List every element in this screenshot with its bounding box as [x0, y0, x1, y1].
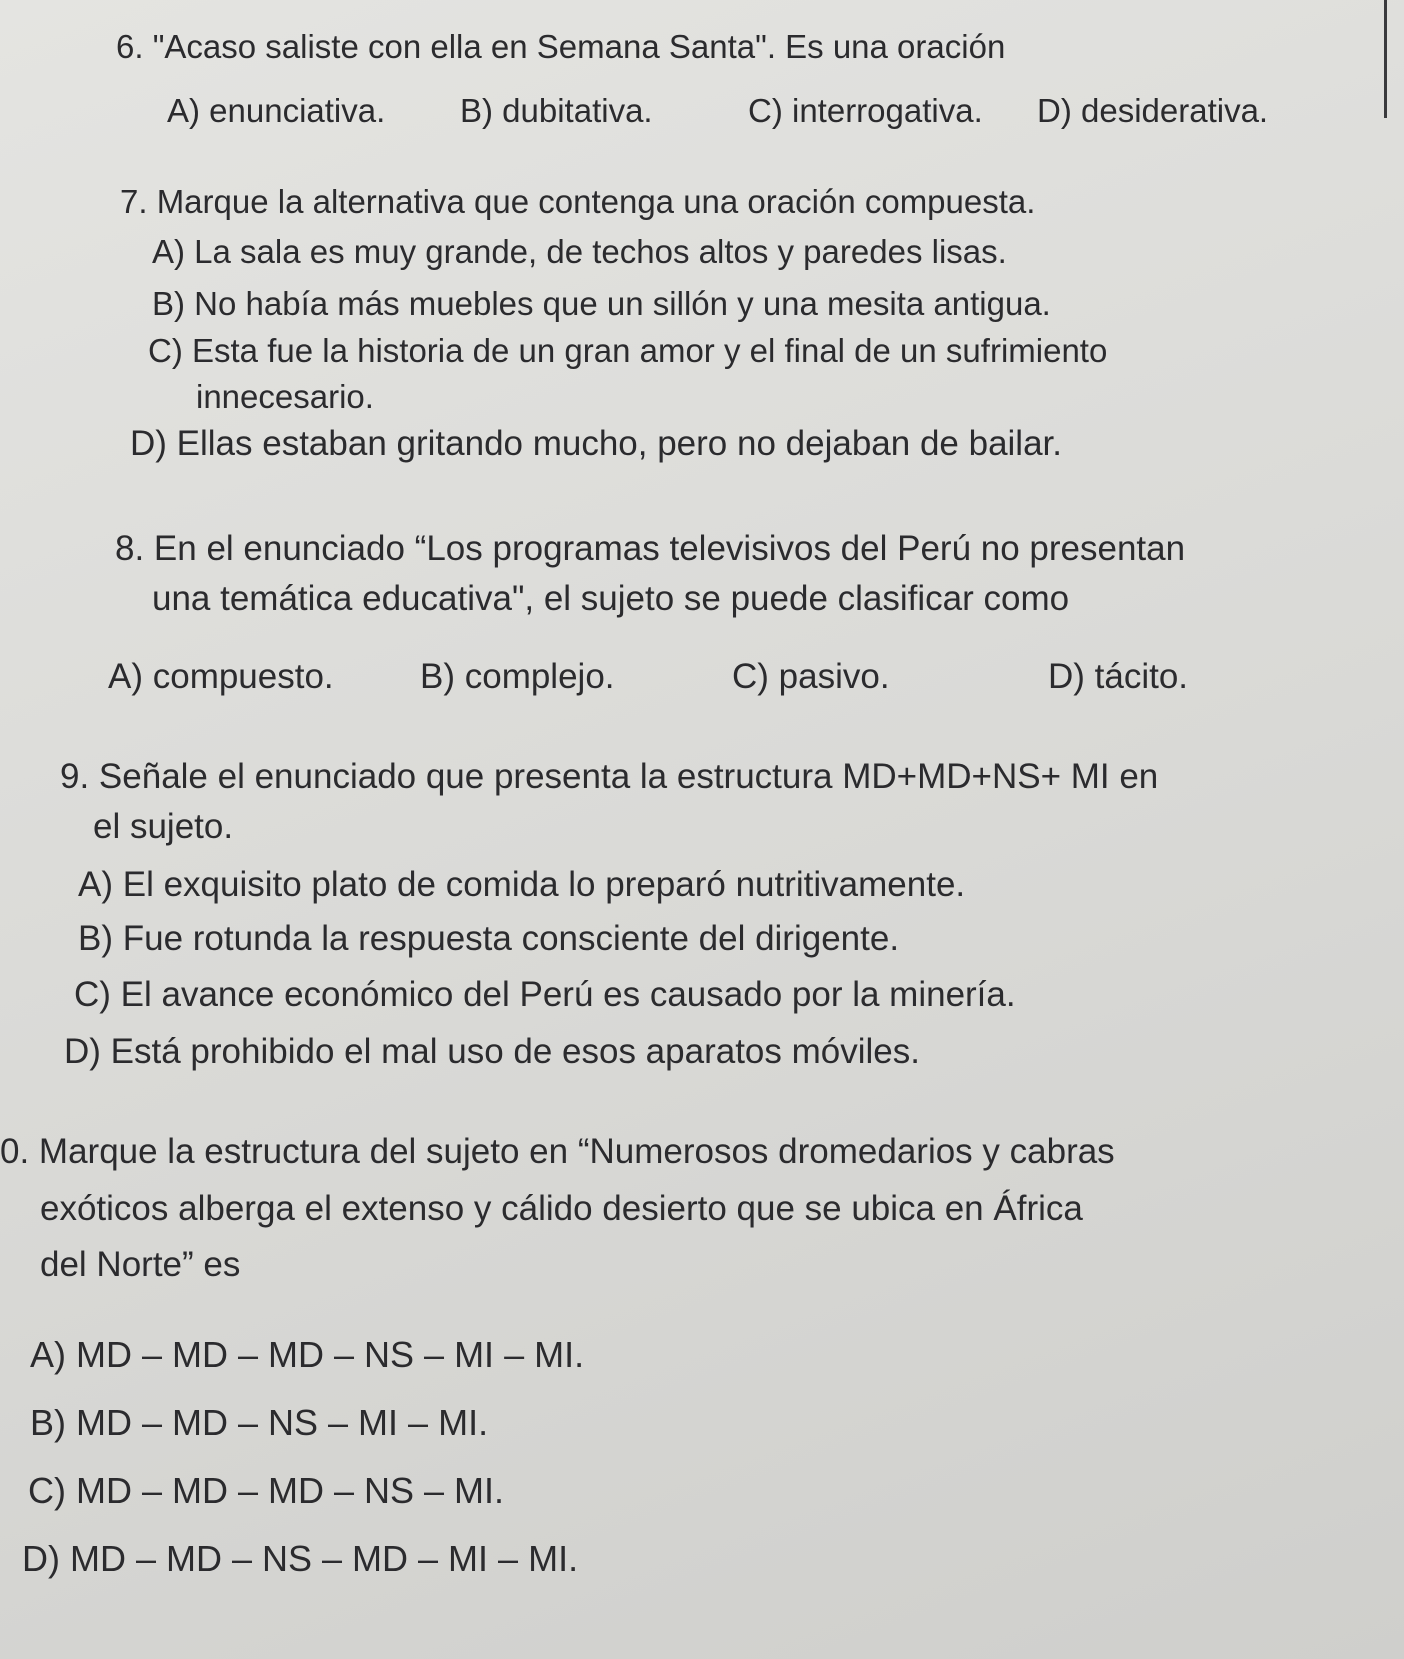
page-edge-line — [1384, 0, 1387, 118]
question-8-option-b: B) complejo. — [420, 657, 615, 696]
question-9-option-c: C) El avance económico del Perú es causado por la minería. — [74, 975, 1016, 1014]
question-8-option-c: C) pasivo. — [732, 657, 890, 696]
question-10-option-c: C) MD – MD – MD – NS – MI. — [28, 1470, 505, 1511]
question-10-option-d: D) MD – MD – NS – MD – MI – MI. — [22, 1538, 579, 1579]
question-9-stem-line-2: el sujeto. — [93, 807, 234, 846]
question-6-option-d: D) desiderativa. — [1037, 92, 1269, 129]
question-9-stem-line-1: 9. Señale el enunciado que presenta la estructura MD+MD+NS+ MI en — [60, 757, 1159, 796]
question-6-option-c: C) interrogativa. — [748, 92, 983, 129]
question-9-option-d: D) Está prohibido el mal uso de esos aparatos móviles. — [64, 1032, 920, 1071]
question-10-stem-line-2: exóticos alberga el extenso y cálido desierto que se ubica en África — [40, 1189, 1083, 1228]
question-9-option-a: A) El exquisito plato de comida lo preparó nutritivamente. — [78, 865, 966, 904]
question-7-option-c: C) Esta fue la historia de un gran amor y el final de un sufrimiento — [148, 332, 1108, 369]
question-6-option-b: B) dubitativa. — [460, 92, 653, 129]
question-7-option-b: B) No había más muebles que un sillón y una mesita antigua. — [152, 285, 1051, 322]
question-8-option-d: D) tácito. — [1048, 657, 1189, 696]
question-10-stem-line-1: 0. Marque la estructura del sujeto en “Numerosos dromedarios y cabras — [0, 1132, 1115, 1171]
question-8-option-a: A) compuesto. — [108, 657, 334, 696]
question-7-stem: 7. Marque la alternativa que contenga una oración compuesta. — [120, 183, 1036, 220]
question-6-stem: 6. "Acaso saliste con ella en Semana Santa". Es una oración — [116, 28, 1006, 65]
question-10-stem-line-3: del Norte” es — [40, 1245, 241, 1284]
question-10-option-b: B) MD – MD – NS – MI – MI. — [30, 1402, 489, 1443]
question-7-option-c-cont: innecesario. — [196, 378, 374, 415]
question-8-stem-line-2: una temática educativa", el sujeto se puede clasificar como — [152, 579, 1070, 618]
question-6-option-a: A) enunciativa. — [167, 92, 386, 129]
question-9-option-b: B) Fue rotunda la respuesta consciente del dirigente. — [78, 919, 900, 958]
question-7-option-a: A) La sala es muy grande, de techos altos y paredes lisas. — [152, 233, 1007, 270]
question-10-option-a: A) MD – MD – MD – NS – MI – MI. — [30, 1334, 585, 1375]
question-7-option-d: D) Ellas estaban gritando mucho, pero no dejaban de bailar. — [130, 424, 1062, 463]
question-8-stem-line-1: 8. En el enunciado “Los programas televisivos del Perú no presentan — [115, 529, 1186, 568]
